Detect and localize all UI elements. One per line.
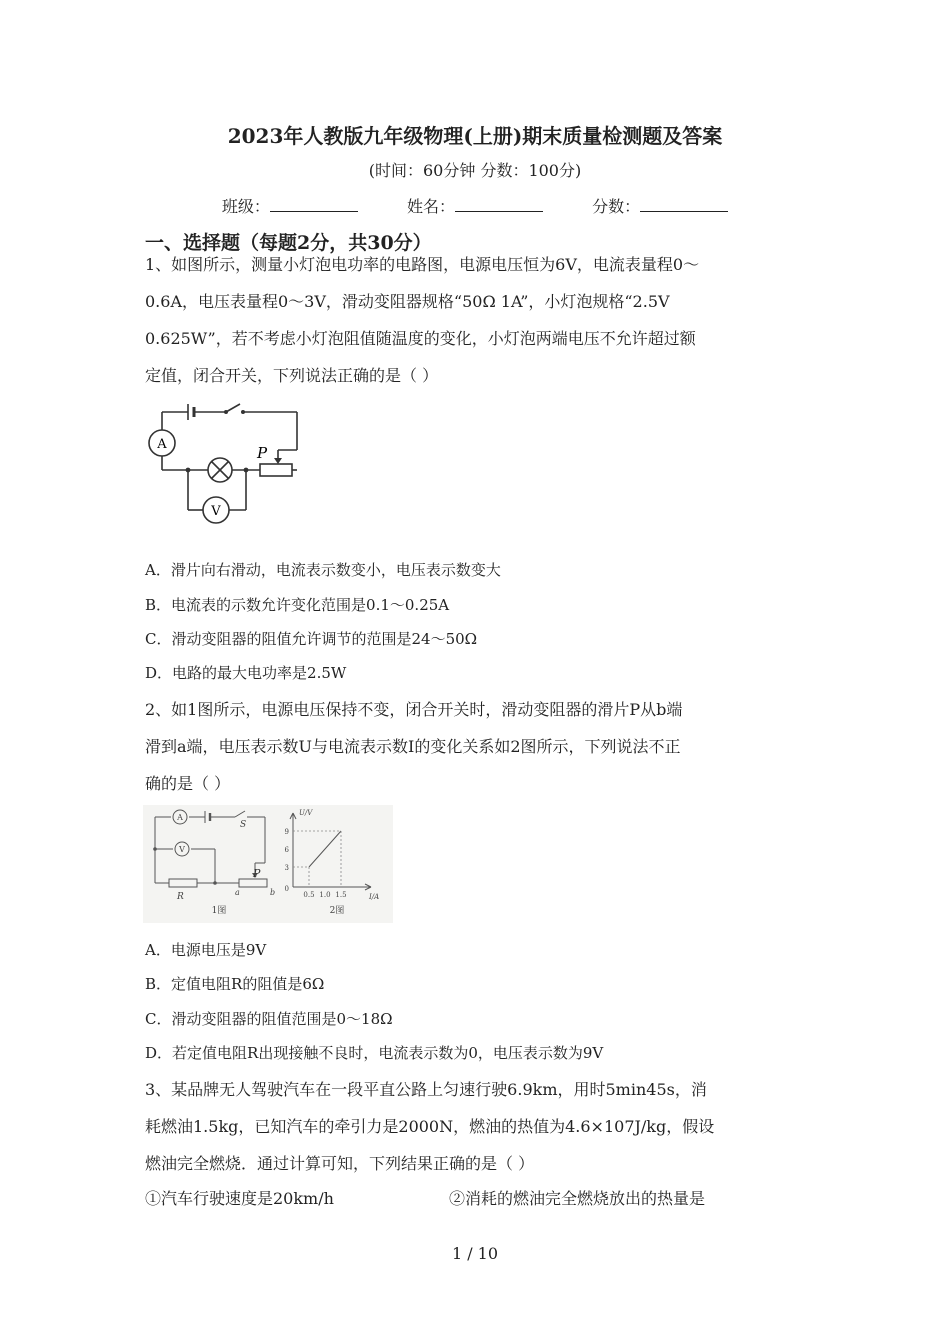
q1-option-c[interactable]: C．滑动变阻器的阻值允许调节的范围是24～50Ω xyxy=(145,630,478,648)
q2-option-b[interactable]: B．定值电阻R的阻值是6Ω xyxy=(145,975,325,993)
q2-x-tick-0-5: 0.5 xyxy=(303,891,315,899)
q2-voltmeter-label: V xyxy=(179,845,185,854)
q2-line-3: 确的是（ ） xyxy=(145,774,231,793)
q2-slider-label: P xyxy=(253,867,261,880)
q3-line-1: 3、某品牌无人驾驶汽车在一段平直公路上匀速行驶6.9km，用时5min45s，消 xyxy=(145,1080,707,1099)
q3-statement-1: ①汽车行驶速度是20km/h xyxy=(145,1189,334,1208)
exam-meta: (时间：60分钟 分数：100分) xyxy=(368,161,582,180)
q2-option-a[interactable]: A．电源电压是9V xyxy=(145,941,267,959)
q2-caption-2: 2图 xyxy=(329,906,345,916)
q1-line-3: 0.625W”，若不考虑小灯泡阻值随温度的变化，小灯泡两端电压不允许超过额 xyxy=(145,329,696,348)
q1-option-a[interactable]: A．滑片向右滑动，电流表示数变小，电压表示数变大 xyxy=(145,561,501,579)
q2-line-2: 滑到a端，电压表示数U与电流表示数I的变化关系如2图所示，下列说法不正 xyxy=(145,737,681,756)
q1-option-b[interactable]: B．电流表的示数允许变化范围是0.1～0.25A xyxy=(145,596,450,614)
q2-end-a-label: a xyxy=(235,888,240,897)
class-blank[interactable] xyxy=(270,197,358,212)
score-label: 分数： xyxy=(592,197,641,216)
q2-y-tick-6: 6 xyxy=(284,846,289,854)
q3-line-3: 燃油完全燃烧．通过计算可知，下列结果正确的是（ ） xyxy=(145,1154,535,1173)
q1-voltmeter-label: V xyxy=(211,504,221,519)
q1-line-2: 0.6A，电压表量程0～3V，滑动变阻器规格“50Ω 1A”，小灯泡规格“2.5V xyxy=(145,292,670,311)
class-label: 班级： xyxy=(221,197,270,216)
q2-y-tick-3: 3 xyxy=(284,864,289,872)
name-label: 姓名： xyxy=(406,197,455,216)
q2-option-d[interactable]: D．若定值电阻R出现接触不良时，电流表示数为0，电压表示数为9V xyxy=(145,1044,604,1062)
q2-option-c[interactable]: C．滑动变阻器的阻值范围是0～18Ω xyxy=(145,1010,393,1028)
q2-ammeter-label: A xyxy=(177,813,183,822)
q2-origin: 0 xyxy=(284,885,289,893)
section-heading: 一、选择题（每题2分，共30分） xyxy=(145,232,432,254)
q2-x-tick-1-0: 1.0 xyxy=(319,891,331,899)
q1-option-d[interactable]: D．电路的最大电功率是2.5W xyxy=(145,664,347,682)
student-info-row xyxy=(0,194,950,217)
q2-y-tick-9: 9 xyxy=(284,828,289,836)
q2-line-1: 2、如1图所示，电源电压保持不变，闭合开关时，滑动变阻器的滑片P从b端 xyxy=(145,700,683,719)
q1-line-4: 定值，闭合开关，下列说法正确的是（ ） xyxy=(145,366,439,385)
q2-figure xyxy=(143,805,393,923)
q3-statement-2: ②消耗的燃油完全燃烧放出的热量是 xyxy=(449,1189,706,1208)
q2-x-tick-1-5: 1.5 xyxy=(335,891,347,899)
q2-switch-label: S xyxy=(240,820,247,830)
q1-circuit-diagram xyxy=(140,400,310,528)
q2-caption-1: 1图 xyxy=(211,906,227,916)
q2-x-axis-label: I/A xyxy=(369,893,380,901)
q1-line-1: 1、如图所示，测量小灯泡电功率的电路图，电源电压恒为6V，电流表量程0～ xyxy=(145,255,700,274)
q1-ammeter-label: A xyxy=(157,437,167,452)
q2-y-axis-label: U/V xyxy=(299,809,313,817)
q2-end-b-label: b xyxy=(270,888,276,897)
q1-slider-label: P xyxy=(257,444,268,462)
name-blank[interactable] xyxy=(455,197,543,212)
score-blank[interactable] xyxy=(640,197,728,212)
page-title: 2023年人教版九年级物理(上册)期末质量检测题及答案 xyxy=(227,124,723,148)
page-number: 1 / 10 xyxy=(451,1244,499,1263)
q3-line-2: 耗燃油1.5kg，已知汽车的牵引力是2000N，燃油的热值为4.6×107J/kg，假设 xyxy=(145,1117,715,1136)
q2-resistor-label: R xyxy=(177,892,184,902)
